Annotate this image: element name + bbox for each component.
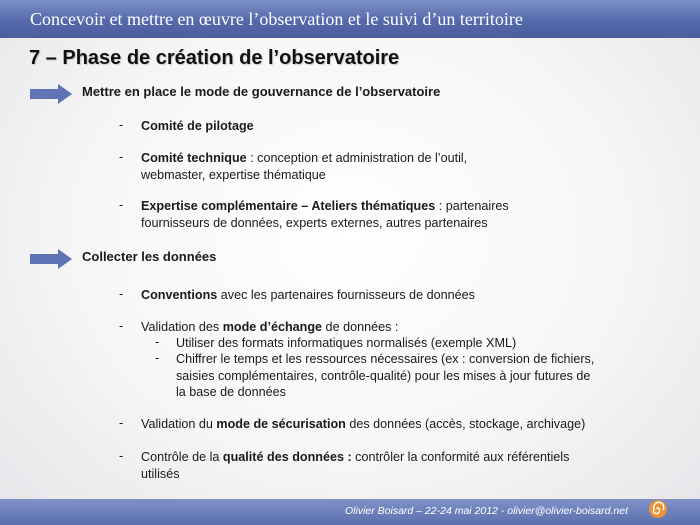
list-item-conventions: Conventions avec les partenaires fournisseurs de données: [141, 288, 475, 302]
slide-footer-bar: [0, 499, 700, 525]
bullet-dash: -: [119, 449, 124, 463]
section-data-title: Collecter les données: [82, 249, 217, 264]
slide-heading: 7 – Phase de création de l’observatoire: [29, 47, 400, 69]
list-item-security: Validation du mode de sécurisation des données (accès, stockage, archivage): [141, 417, 586, 431]
list-item-technique: Comité technique : conception et administration de l’outil, webmaster, expertise thématique: [141, 151, 468, 182]
section-governance-title: Mettre en place le mode de gouvernance de l’observatoire: [82, 84, 441, 99]
right-arrow-icon: [30, 249, 72, 269]
bullet-dash: -: [119, 198, 124, 212]
bullet-dash: -: [119, 319, 124, 333]
list-item-quality: Contrôle de la qualité des données : contrôler la conformité aux référentiels utilisés: [141, 450, 570, 481]
list-item-expertise: Expertise complémentaire – Ateliers thématiques : partenaires fournisseurs de données, experts externes, autres partenaires: [141, 199, 509, 230]
spiral-logo-icon: [647, 498, 669, 520]
footer-author-text: Olivier Boisard – 22-24 mai 2012 - olivier@olivier-boisard.net: [344, 505, 628, 517]
list-item-exchange: Validation des mode d’échange de données :: [141, 320, 399, 334]
right-arrow-icon: [30, 84, 72, 104]
sub-item-resources: Chiffrer le temps et les ressources nécessaires (ex : conversion de fichiers, saisies complémentaires, contrôle-qualité) pour les mises à jour futures de la base de données: [176, 352, 595, 399]
sub-bullet-dash: -: [155, 335, 160, 349]
bullet-dash: -: [119, 287, 124, 301]
sub-item-formats: Utiliser des formats informatiques normalisés (exemple XML): [176, 336, 517, 350]
bullet-dash: -: [119, 150, 124, 164]
slide-header-bar: [0, 0, 700, 38]
bullet-dash: -: [119, 118, 124, 132]
bullet-dash: -: [119, 416, 124, 430]
list-item-pilotage: Comité de pilotage: [141, 119, 254, 133]
sub-bullet-dash: -: [155, 351, 160, 365]
presentation-title: Concevoir et mettre en œuvre l’observation et le suivi d’un territoire: [30, 9, 523, 29]
